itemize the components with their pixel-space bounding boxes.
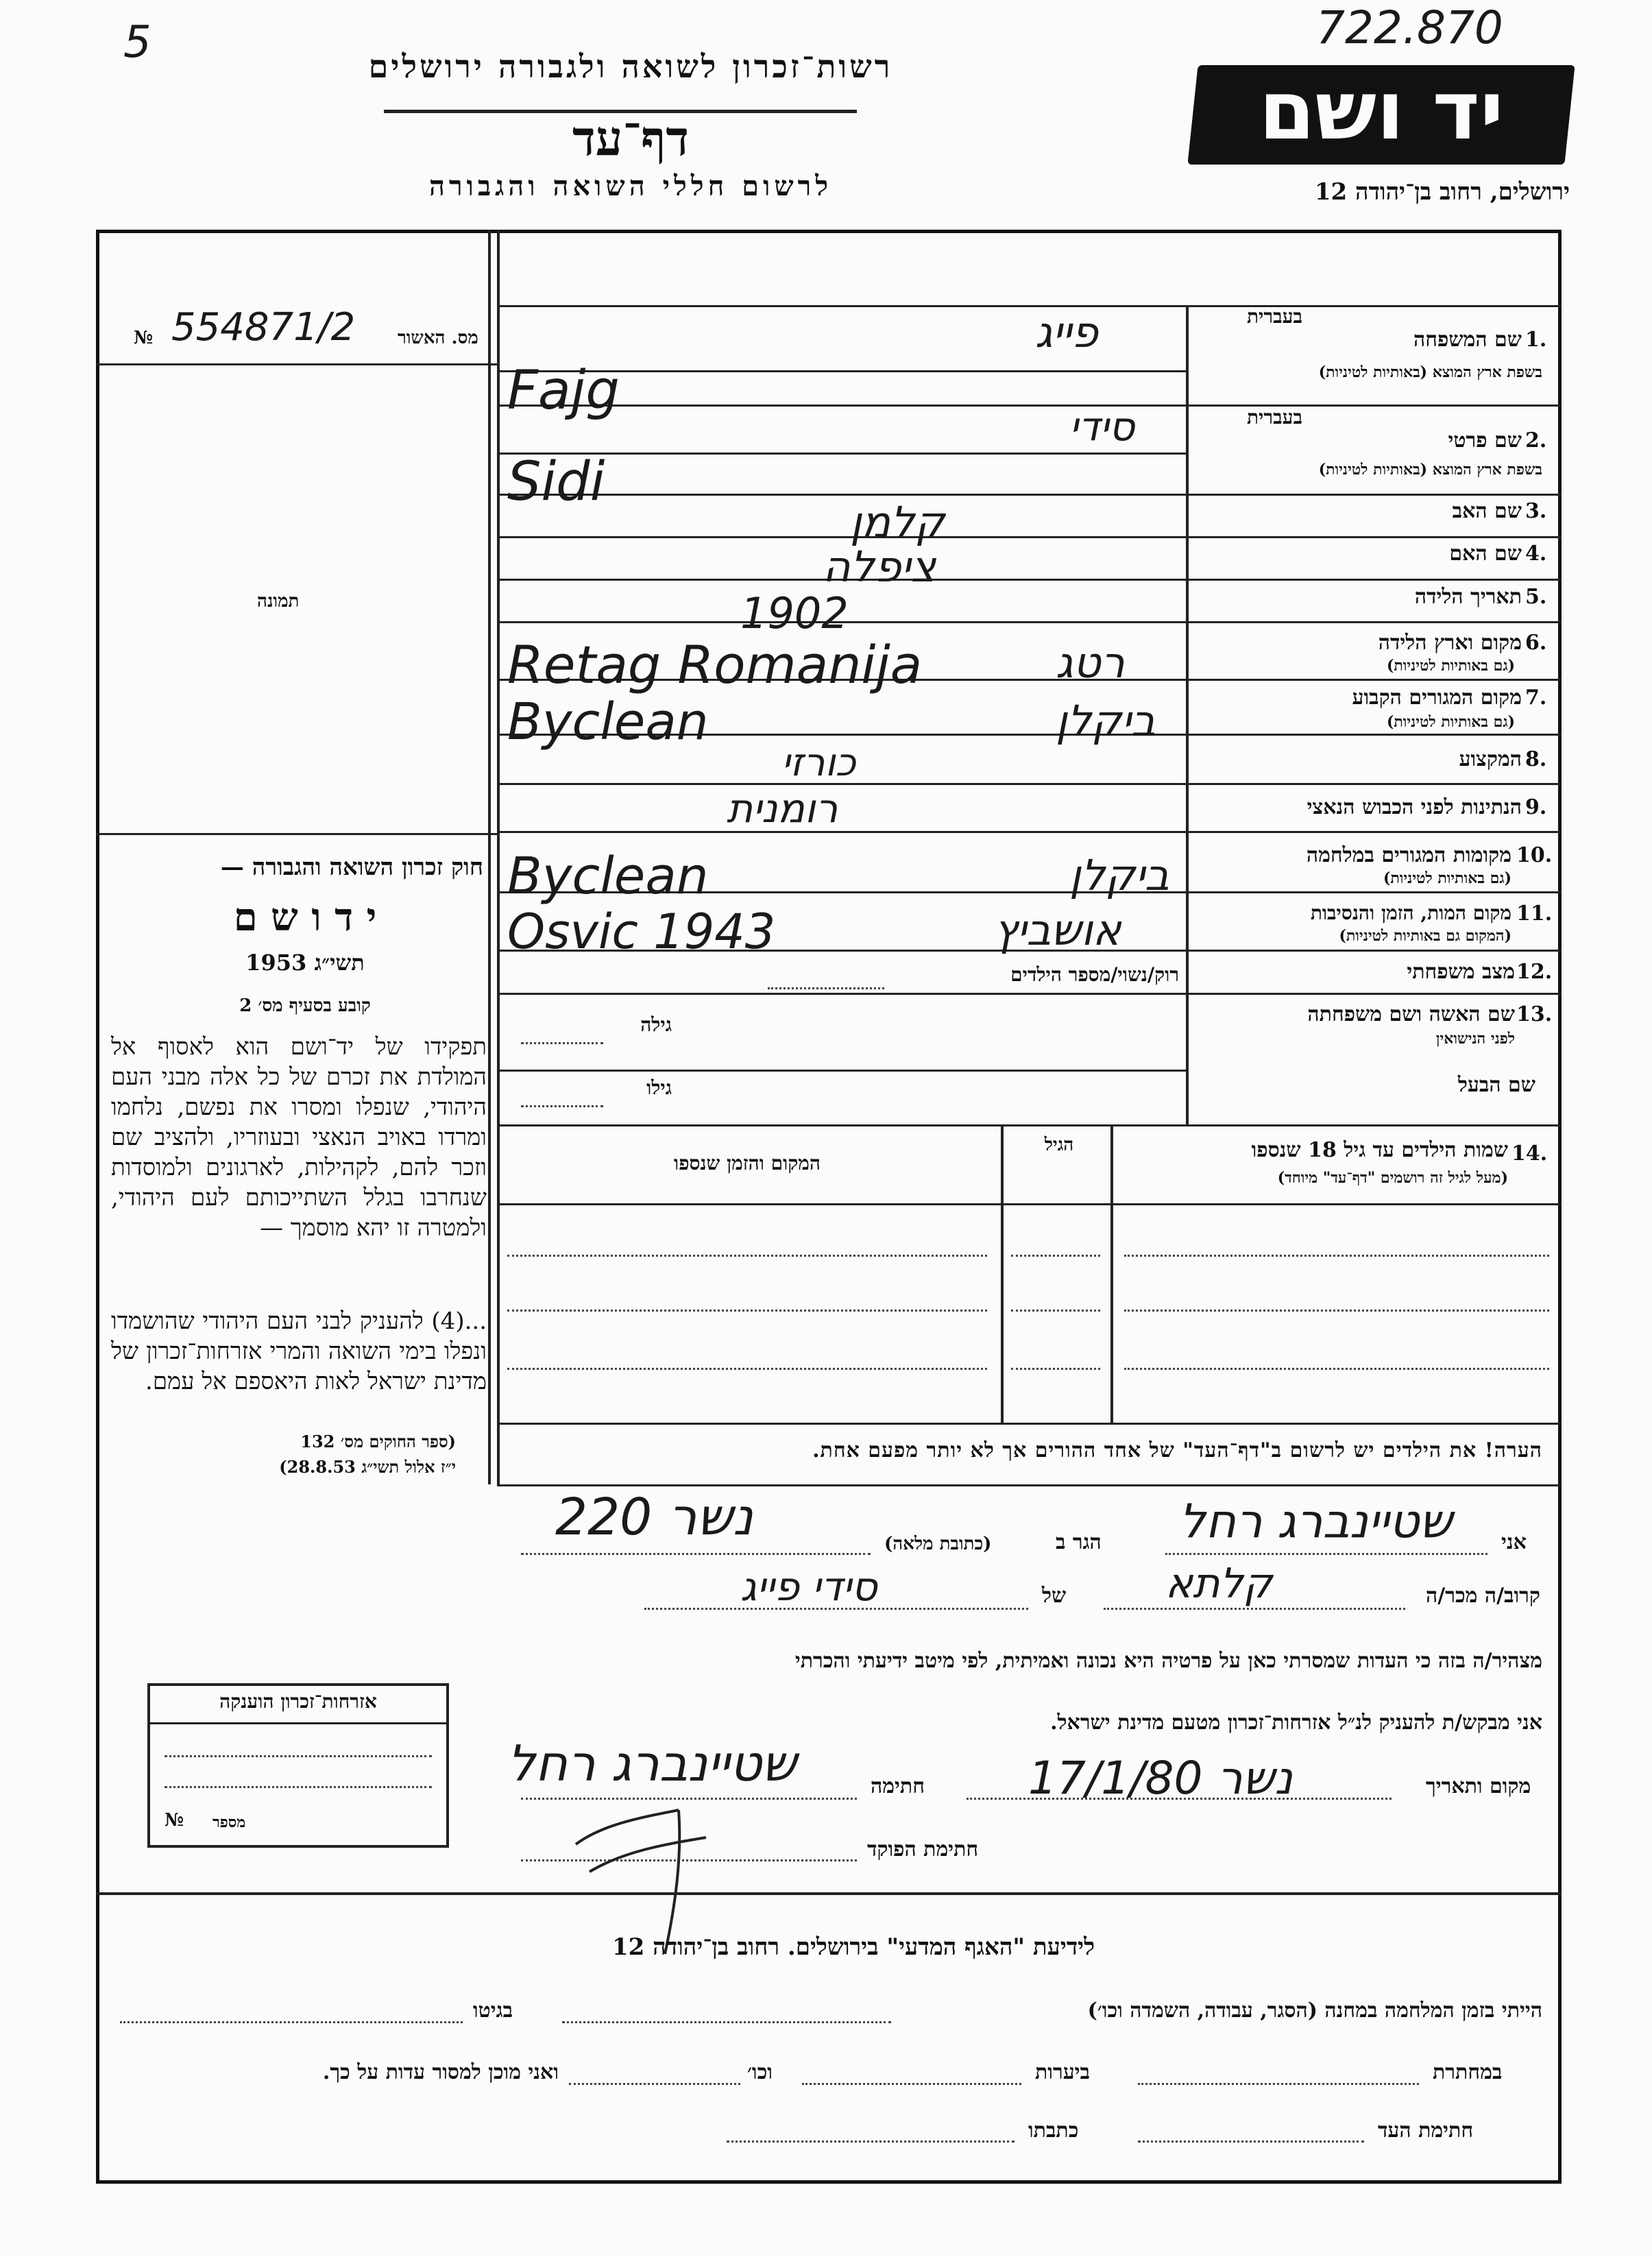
photo-label: תמונה [257,591,300,612]
citizenship-box-rule [147,1722,449,1724]
label-column-divider [1186,305,1189,1124]
field-2-number: 2. [1525,429,1547,453]
witness-name: שטיינברג רחל [1179,1495,1453,1549]
field-line [497,831,1562,833]
note-text: הערה! את הילדים יש לרשום ב"דף־העד" של אחד ההורים אך לא יותר מפעם אחת. [812,1438,1542,1462]
death-place-latin: Osvic 1943 [507,904,776,960]
field-line [497,993,1562,995]
footer-title: לידיעת "האגף המדעי" בירושלים. רחוב בן־יהודה 12 [612,1933,1095,1961]
children-place-column: המקום והזמן שנספו [674,1152,821,1174]
declaration-ani: אני [1501,1530,1527,1554]
top-strip-line [497,305,1562,307]
children-divider-1 [1001,1124,1004,1423]
page-mark: 5 [123,17,151,68]
birthplace-hebrew: רטג [1056,638,1125,688]
surname-hebrew: פייג [1035,307,1099,357]
place-date-label: מקום ותאריך [1426,1774,1531,1798]
no-sign: № [134,328,154,348]
children-label: שמות הילדים עד גיל 18 שנספו [1251,1138,1508,1162]
residence-latin: Byclean [507,692,709,751]
death-place-hebrew: אושביץ [994,905,1121,955]
husband-age-dots [521,1105,603,1107]
field-8-number: 8. [1525,747,1547,771]
officer-signature-scribble [562,1769,740,1961]
address-value: נשר 220 [555,1488,753,1547]
field-9-number: 9. [1525,795,1547,819]
firstname-hebrew: סידי [1069,403,1135,450]
children-dots [1124,1310,1549,1312]
approval-number: 554871/2 [171,305,356,350]
children-dots [1011,1368,1100,1370]
citizenship-no-sign: № [165,1810,184,1831]
lives-at-label: הגר ב [1056,1530,1102,1554]
law-clause: קובע בסעיף מס׳ 2 [239,996,371,1016]
field-7-number: 7. [1525,686,1547,710]
citizenship-box-title: אזרחות־זכרון הוענקה [219,1690,377,1713]
field-line [497,494,1562,496]
field-line [497,579,1562,581]
inner-left-divider [497,230,500,1484]
field-11-sublabel: (המקום גם באותיות לטיניות) [1339,927,1511,945]
field-1-number: 1. [1525,328,1547,352]
children-dots [1124,1255,1549,1257]
field-5-label: תאריך הלידה [1414,585,1522,609]
nationality-value: רומנית [727,785,838,832]
request-text: אני מבקש/ת להעניק לנ״ל אזרחות־זכרון מטעם מדינת ישראל. [1050,1711,1542,1735]
mother-name: ציפלה [823,542,936,592]
children-dots [1124,1368,1549,1370]
field-2-label: שם פרטי [1448,429,1522,453]
children-number: 14. [1511,1142,1548,1166]
children-dots [507,1368,987,1370]
field-12-dotline [768,987,884,989]
wartime-residence-latin: Byclean [507,847,709,906]
children-sublabel: (מעל לגיל זה רושמים "דף־עד" מיוחד) [1277,1169,1508,1187]
children-dots [507,1310,987,1312]
approval-label: מס. האשור [398,328,478,348]
witness-name-line [1165,1553,1487,1555]
photo-bottom-line [96,833,497,835]
witness-signature: שטיינברג רחל [507,1735,797,1792]
authority-title: רשות־זכרון לשואה ולגבורה ירושלים [368,48,893,85]
birthplace-latin: Retag Romanija [507,634,923,695]
profession-value: כורזי [781,740,856,785]
address-line [521,1553,871,1555]
footer-dots-5 [569,2083,740,2085]
footer-line2-c: וכו׳ [747,2060,773,2084]
children-dots [1011,1255,1100,1257]
place-date-value: נשר 17/1/80 [1028,1752,1293,1805]
footer-dots-3 [1138,2083,1419,2085]
children-age-column: הגיל [1044,1135,1074,1155]
field-13-sublabel: לפני הנישואין [1435,1030,1515,1048]
officer-signature-label: חתימת הפוקד [867,1837,979,1861]
field-7-sublabel: (גם באותיות לטיניות) [1386,713,1515,731]
husband-label: שם הבעל [1457,1073,1535,1097]
field-1-sublabel: בשפת ארץ המוצא (באותיות לטיניות) [1318,363,1542,381]
field-13-label: שם האשה ושם משפחתה [1307,1002,1515,1026]
field-11-number: 11. [1516,902,1553,926]
field-line [497,783,1562,785]
field-12-value-label: רוק/נשוי/מספר הילדים [1010,963,1179,986]
of-value: סידי פייג [740,1563,877,1610]
archive-number: 722.870 [1316,1,1503,54]
citizenship-dots-1 [165,1755,432,1757]
relation-line [1104,1608,1405,1610]
surname-latin: Fajg [507,360,620,422]
signature-label: חתימה [871,1774,925,1798]
full-address-label: (כתובת מלאה) [884,1534,992,1554]
footer-top-line [96,1892,1562,1895]
field-10-number: 10. [1516,843,1553,867]
birth-date: 1902 [740,588,849,638]
field-6-sublabel: (גם באותיות לטיניות) [1386,657,1515,675]
field-line [497,1124,1562,1126]
relation-value: קלתא [1165,1560,1273,1608]
field-line [497,405,1562,407]
field-4-number: 4. [1525,542,1547,566]
law-text-2: ...(4) להעניק לבני העם היהודי שהושמדו ונפלו בימי השואה והמרי אזרחות־זכרון של מדינת ישראל לאות היאספם אל עמם. [111,1307,487,1395]
field-13-number: 13. [1516,1002,1553,1026]
field-13-age-dots [521,1042,603,1044]
left-column-divider [488,230,491,1484]
field-line [497,536,1562,538]
field-line [497,621,1562,623]
residence-hebrew: ביקלן [1056,696,1156,746]
citizenship-dots-2 [165,1786,432,1788]
firstname-latin: Sidi [507,451,605,513]
footer-dots-4 [802,2083,1021,2085]
field-1-hebrew-tag: בעברית [1246,305,1302,328]
field-3-number: 3. [1525,499,1547,523]
field-9-label: הנתינות לפני הכבוש הנאצי [1307,795,1522,819]
children-header-line [497,1203,1562,1205]
field-8-label: המקצוע [1459,747,1522,771]
footer-line3-b: כתבתו [1028,2119,1079,2143]
header-address: ירושלים, רחוב בן־יהודה 12 [1314,178,1570,206]
footer-dots-6 [1138,2141,1364,2143]
footer-dots-2 [120,2021,463,2023]
law-ref-2: י״ז אלול תשי״ג 28.8.53) [279,1457,456,1477]
field-2-sublabel: בשפת ארץ המוצא (באותיות לטיניות) [1318,461,1542,479]
field-7-label: מקום המגורים הקבוע [1352,686,1522,710]
approval-line [96,363,497,365]
field-6-number: 6. [1525,631,1547,655]
field-13-age-label: גילה [640,1013,672,1036]
children-divider-2 [1110,1124,1113,1423]
footer-dots-7 [727,2141,1015,2143]
law-text: תפקידו של יד־ושם הוא לאסוף אל המולדת את זכרם של כל אלה מבני העם היהודי, שנפלו ומסרו את נפשם, נלחמו ומרדו באויב הנאצי ובעוזריו, ולהציב שם וזכר להם, לקהילות, לארגונים ולמוסדות שנחרבו בגלל השתייכותם לעם היהודי, ולמטרה זו יהא מוסמך — [111,1033,487,1242]
note-top-line [497,1423,1562,1425]
children-dots [1011,1310,1100,1312]
form-title: דף־עד [572,110,689,167]
citizenship-number-label: מספר [212,1813,246,1831]
field-10-sublabel: (גם באותיות לטיניות) [1383,869,1511,887]
footer-line2-d: ואני מוכן למסור עדות על כך. [322,2060,559,2084]
relative-label: קרוב/ה מכר/ה [1426,1584,1540,1608]
husband-age-label: גילו [646,1076,672,1099]
children-dots [507,1255,987,1257]
field-5-number: 5. [1525,585,1547,609]
law-ref-1: (ספר החוקים מס׳ 132 [300,1432,456,1451]
statement-text: מצהיר/ה בזה כי העדות שמסרתי כאן על פרטיה היא נכונה ואמיתית, לפי מיטב ידיעתי והכרתי [794,1649,1542,1673]
footer-line2-b: ביערות [1035,2060,1091,2084]
field-12-number: 12. [1516,960,1553,984]
field-3-label: שם האב [1452,499,1522,523]
logo-text: יד ושם [1259,63,1504,158]
field-10-label: מקומות המגורים במלחמה [1306,843,1511,867]
form-subtitle: לרשום חללי השואה והגבורה [428,170,833,202]
footer-dots-1 [562,2021,891,2023]
field-11-label: מקום המות, הזמן והנסיבות [1310,902,1511,924]
of-label: של [1042,1584,1067,1608]
field-12-label: מצב משפחתי [1407,960,1515,984]
law-title: חוק זכרון השואה והגבורה — [220,854,483,881]
field-2-hebrew-tag: בעברית [1246,406,1302,429]
field-6-label: מקום וארץ הלידה [1378,631,1522,655]
footer-line1-a: הייתי בזמן המלחמה במחנה (הסגר, עבודה, השמדה וכו׳) [1087,1999,1542,2023]
field-line [497,1070,1186,1072]
father-name: קלמן [850,497,945,547]
law-name: י ד ו ש ם [233,895,377,940]
note-bottom-line [497,1484,1562,1486]
footer-line1-b: בגיטו [473,1999,513,2023]
field-4-label: שם האם [1449,542,1522,566]
law-year: תשי״ג 1953 [245,950,365,976]
footer-line2-a: במחתרת [1433,2060,1503,2084]
wartime-residence-hebrew: ביקלן [1069,850,1169,900]
field-1-label: שם המשפחה [1413,328,1522,352]
footer-line3-a: חתימת העד [1378,2119,1474,2143]
